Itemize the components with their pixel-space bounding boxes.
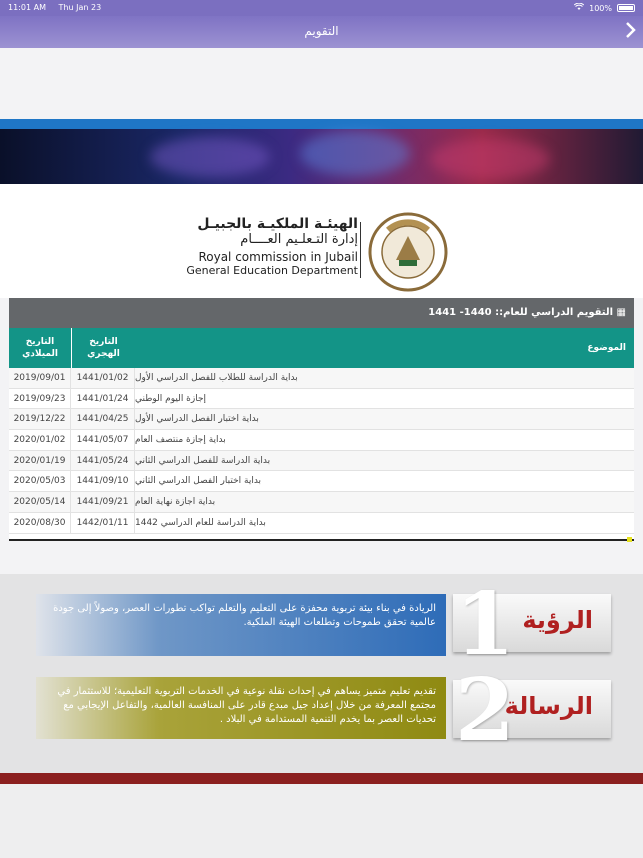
org-arabic-line2: إدارة التـعلـيم العــــام [240, 232, 358, 247]
battery-icon [617, 4, 635, 12]
status-time: 11:01 AM [8, 3, 46, 12]
table-header-row [9, 328, 634, 368]
org-english-line1: Royal commission in Jubail [198, 250, 358, 264]
scroll-marker [627, 537, 632, 542]
column-hijri: التاريخ الهجري [71, 328, 135, 368]
cell-gregorian: 2020/01/19 [9, 451, 71, 471]
organization-header [0, 184, 643, 298]
cell-topic: إجازة اليوم الوطني [135, 393, 207, 404]
status-bar [0, 0, 643, 16]
table-row [9, 492, 634, 513]
org-arabic-line1: الهيئـة الملكيـة بالجبيـل [197, 216, 358, 232]
table-row [9, 471, 634, 492]
cell-topic: بداية اجازة نهاية العام [135, 496, 216, 507]
cell-hijri: 1441/05/24 [71, 451, 135, 471]
vision-number: 1 [455, 574, 515, 675]
battery-percent: 100% [589, 3, 612, 13]
column-gregorian: التاريخ الميلادي [22, 337, 58, 359]
wifi-icon [574, 3, 584, 13]
cell-gregorian: 2019/09/23 [9, 389, 71, 409]
table-row [9, 513, 634, 534]
cell-hijri: 1441/01/24 [71, 389, 135, 409]
academic-calendar-table [9, 298, 634, 541]
decorative-banner [0, 119, 643, 184]
org-english-line2: General Education Department [186, 264, 358, 277]
mission-card [453, 660, 611, 761]
cell-topic: بداية الدراسة للعام الدراسي 1442 [135, 517, 266, 528]
cell-hijri: 1442/01/11 [71, 513, 135, 533]
calendar-icon: ▦ [613, 307, 626, 318]
cell-hijri: 1441/05/07 [71, 430, 135, 450]
status-date: Thu Jan 23 [58, 3, 102, 12]
vision-text: الريادة في بناء بيئة تربوية محفزة على التعليم والتعلم تواكب تطورات العصر، وصولاً إلى جودة عالمية تحقق طموحات وتطلعات الهيئة الملكية. [36, 594, 446, 656]
nav-bar [0, 16, 643, 48]
column-topic: الموضوع [587, 343, 626, 353]
cell-topic: بداية الدراسة للطلاب للفصل الدراسي الأول [135, 372, 298, 383]
footer-stripe [0, 773, 643, 784]
cell-hijri: 1441/09/10 [71, 471, 135, 491]
cell-gregorian: 2020/08/30 [9, 513, 71, 533]
cell-gregorian: 2020/01/02 [9, 430, 71, 450]
cell-hijri: 1441/09/21 [71, 492, 135, 512]
table-row [9, 389, 634, 410]
calendar-heading: ▦ التقويم الدراسي للعام:: 1440- 1441 [9, 298, 634, 328]
vision-mission-section [0, 574, 643, 774]
organization-name [180, 216, 358, 277]
cell-gregorian: 2020/05/14 [9, 492, 71, 512]
table-body [9, 368, 634, 534]
header-divider [360, 222, 361, 278]
back-chevron-icon[interactable] [625, 20, 637, 44]
table-row [9, 409, 634, 430]
vision-card [453, 574, 611, 675]
footer [0, 784, 643, 858]
table-row [9, 430, 634, 451]
mission-text: تقديم تعليم متميز يساهم في إحداث نقلة نوعية في الخدمات التربوية التعليمية؛ للاستثمار في مجتمع المعرفة من خلال إعداد جيل مبدع قادر على المنافسة العالمية، والتفاعل الإيجابي مع تحديات العصر بما يخدم التنمية المستدامة في البلاد . [36, 677, 446, 739]
table-row [9, 368, 634, 389]
page-title: التقويم [304, 24, 339, 38]
cell-gregorian: 2020/05/03 [9, 471, 71, 491]
cell-topic: بداية اختبار الفصل الدراسي الأول [135, 414, 259, 425]
cell-gregorian: 2019/09/01 [9, 368, 71, 388]
vision-title: الرؤية [522, 606, 593, 634]
cell-topic: بداية اختبار الفصل الدراسي الثاني [135, 476, 262, 487]
table-row [9, 451, 634, 472]
cell-topic: بداية إجازة منتصف العام [135, 434, 226, 445]
cell-hijri: 1441/01/02 [71, 368, 135, 388]
cell-gregorian: 2019/12/22 [9, 409, 71, 429]
mission-title: الرسالة [504, 692, 593, 720]
cell-topic: بداية الدراسة للفصل الدراسي الثاني [135, 455, 271, 466]
cell-hijri: 1441/04/25 [71, 409, 135, 429]
kingdom-seal-logo [366, 210, 450, 294]
mission-number: 2 [455, 660, 515, 761]
